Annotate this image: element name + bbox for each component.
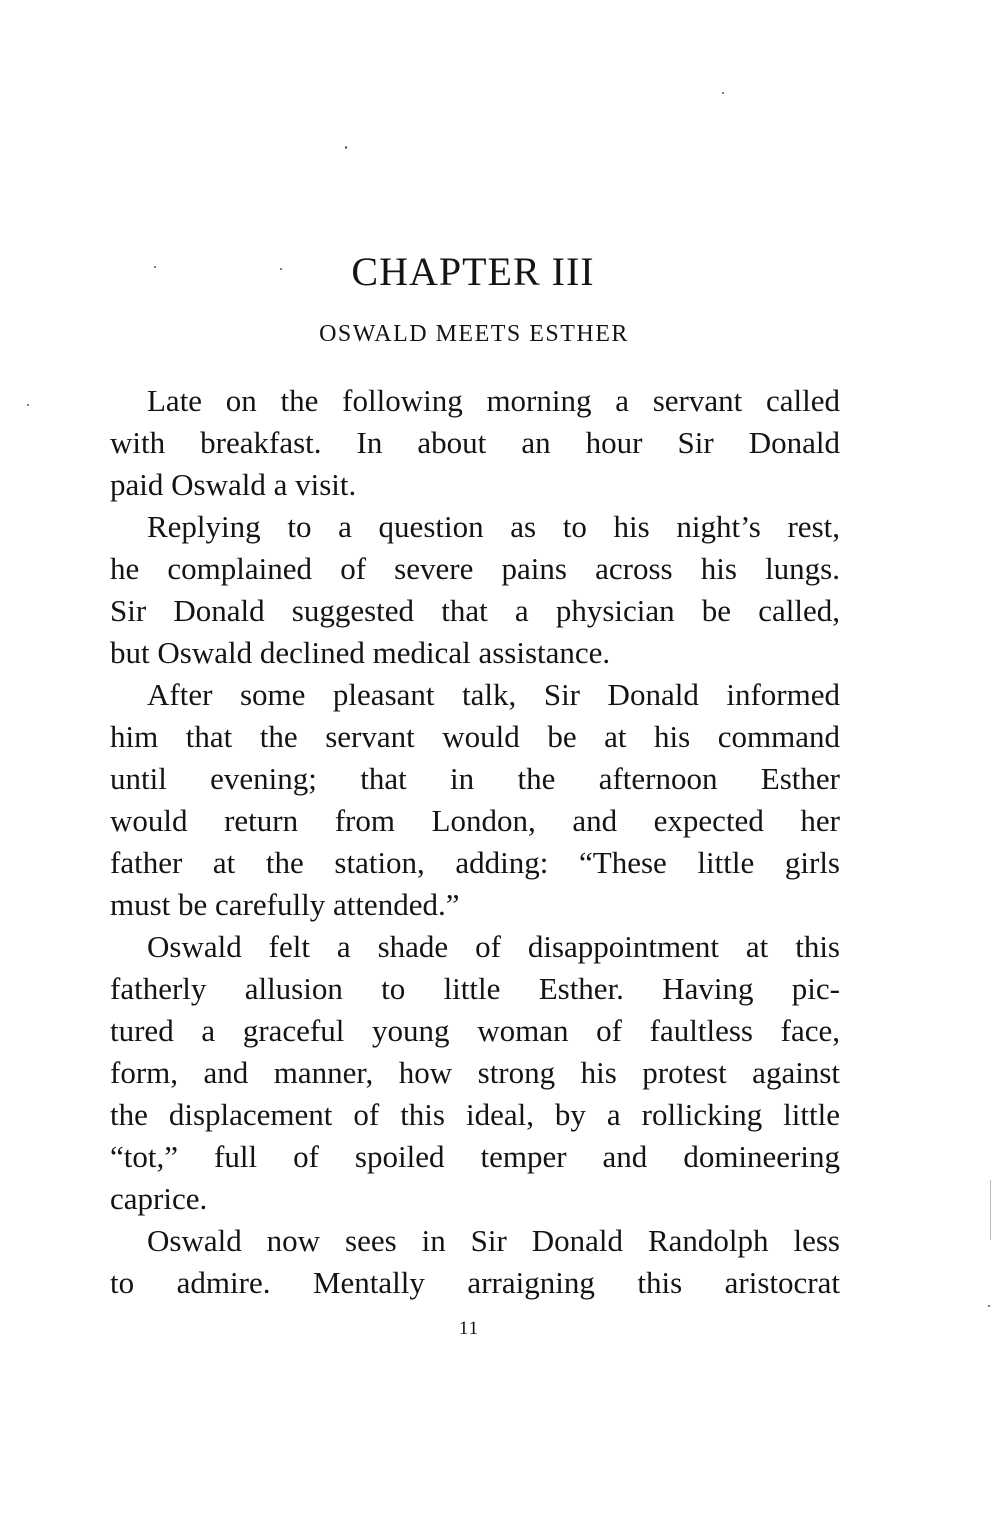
scan-speck — [280, 268, 282, 270]
text-line: but Oswald declined medical assistance. — [110, 635, 611, 670]
text-line: Sir Donald suggested that a physician be called, — [110, 593, 840, 628]
body-text — [110, 380, 840, 1304]
text-line: fatherly allusion to little Esther. Having pic- — [110, 971, 840, 1006]
scan-speck — [990, 1180, 991, 1240]
text-line: “tot,” full of spoiled temper and domineering — [110, 1139, 840, 1174]
chapter-subtitle: OSWALD MEETS ESTHER — [319, 321, 629, 347]
text-line: Late on the following morning a servant called — [147, 383, 840, 418]
text-line: he complained of severe pains across his lungs. — [110, 551, 840, 586]
scan-speck — [722, 92, 724, 94]
text-line: After some pleasant talk, Sir Donald informed — [147, 677, 840, 712]
text-line: Oswald now sees in Sir Donald Randolph less — [147, 1223, 840, 1258]
scan-speck — [27, 404, 29, 406]
text-line: form, and manner, how strong his protest against — [110, 1055, 840, 1090]
text-line: Replying to a question as to his night’s rest, — [147, 509, 840, 544]
scan-speck — [345, 146, 347, 149]
text-line: paid Oswald a visit. — [110, 467, 357, 502]
text-line: the displacement of this ideal, by a rollicking little — [110, 1097, 840, 1132]
scan-speck — [988, 1305, 990, 1307]
text-line: tured a graceful young woman of faultless face, — [110, 1013, 840, 1048]
text-line: to admire. Mentally arraigning this aristocrat — [110, 1265, 840, 1300]
text-line: Oswald felt a shade of disappointment at this — [147, 929, 840, 964]
text-line: caprice. — [110, 1181, 208, 1216]
text-line: until evening; that in the afternoon Esther — [110, 761, 840, 796]
page-number: 11 — [458, 1318, 480, 1339]
scan-speck — [154, 266, 156, 268]
text-line: with breakfast. In about an hour Sir Donald — [110, 425, 840, 460]
text-line: would return from London, and expected her — [110, 803, 840, 838]
text-line: him that the servant would be at his command — [110, 719, 840, 754]
chapter-title: CHAPTER III — [351, 249, 595, 294]
text-line: must be carefully attended.” — [110, 887, 460, 922]
text-line: father at the station, adding: “These little girls — [110, 845, 840, 880]
